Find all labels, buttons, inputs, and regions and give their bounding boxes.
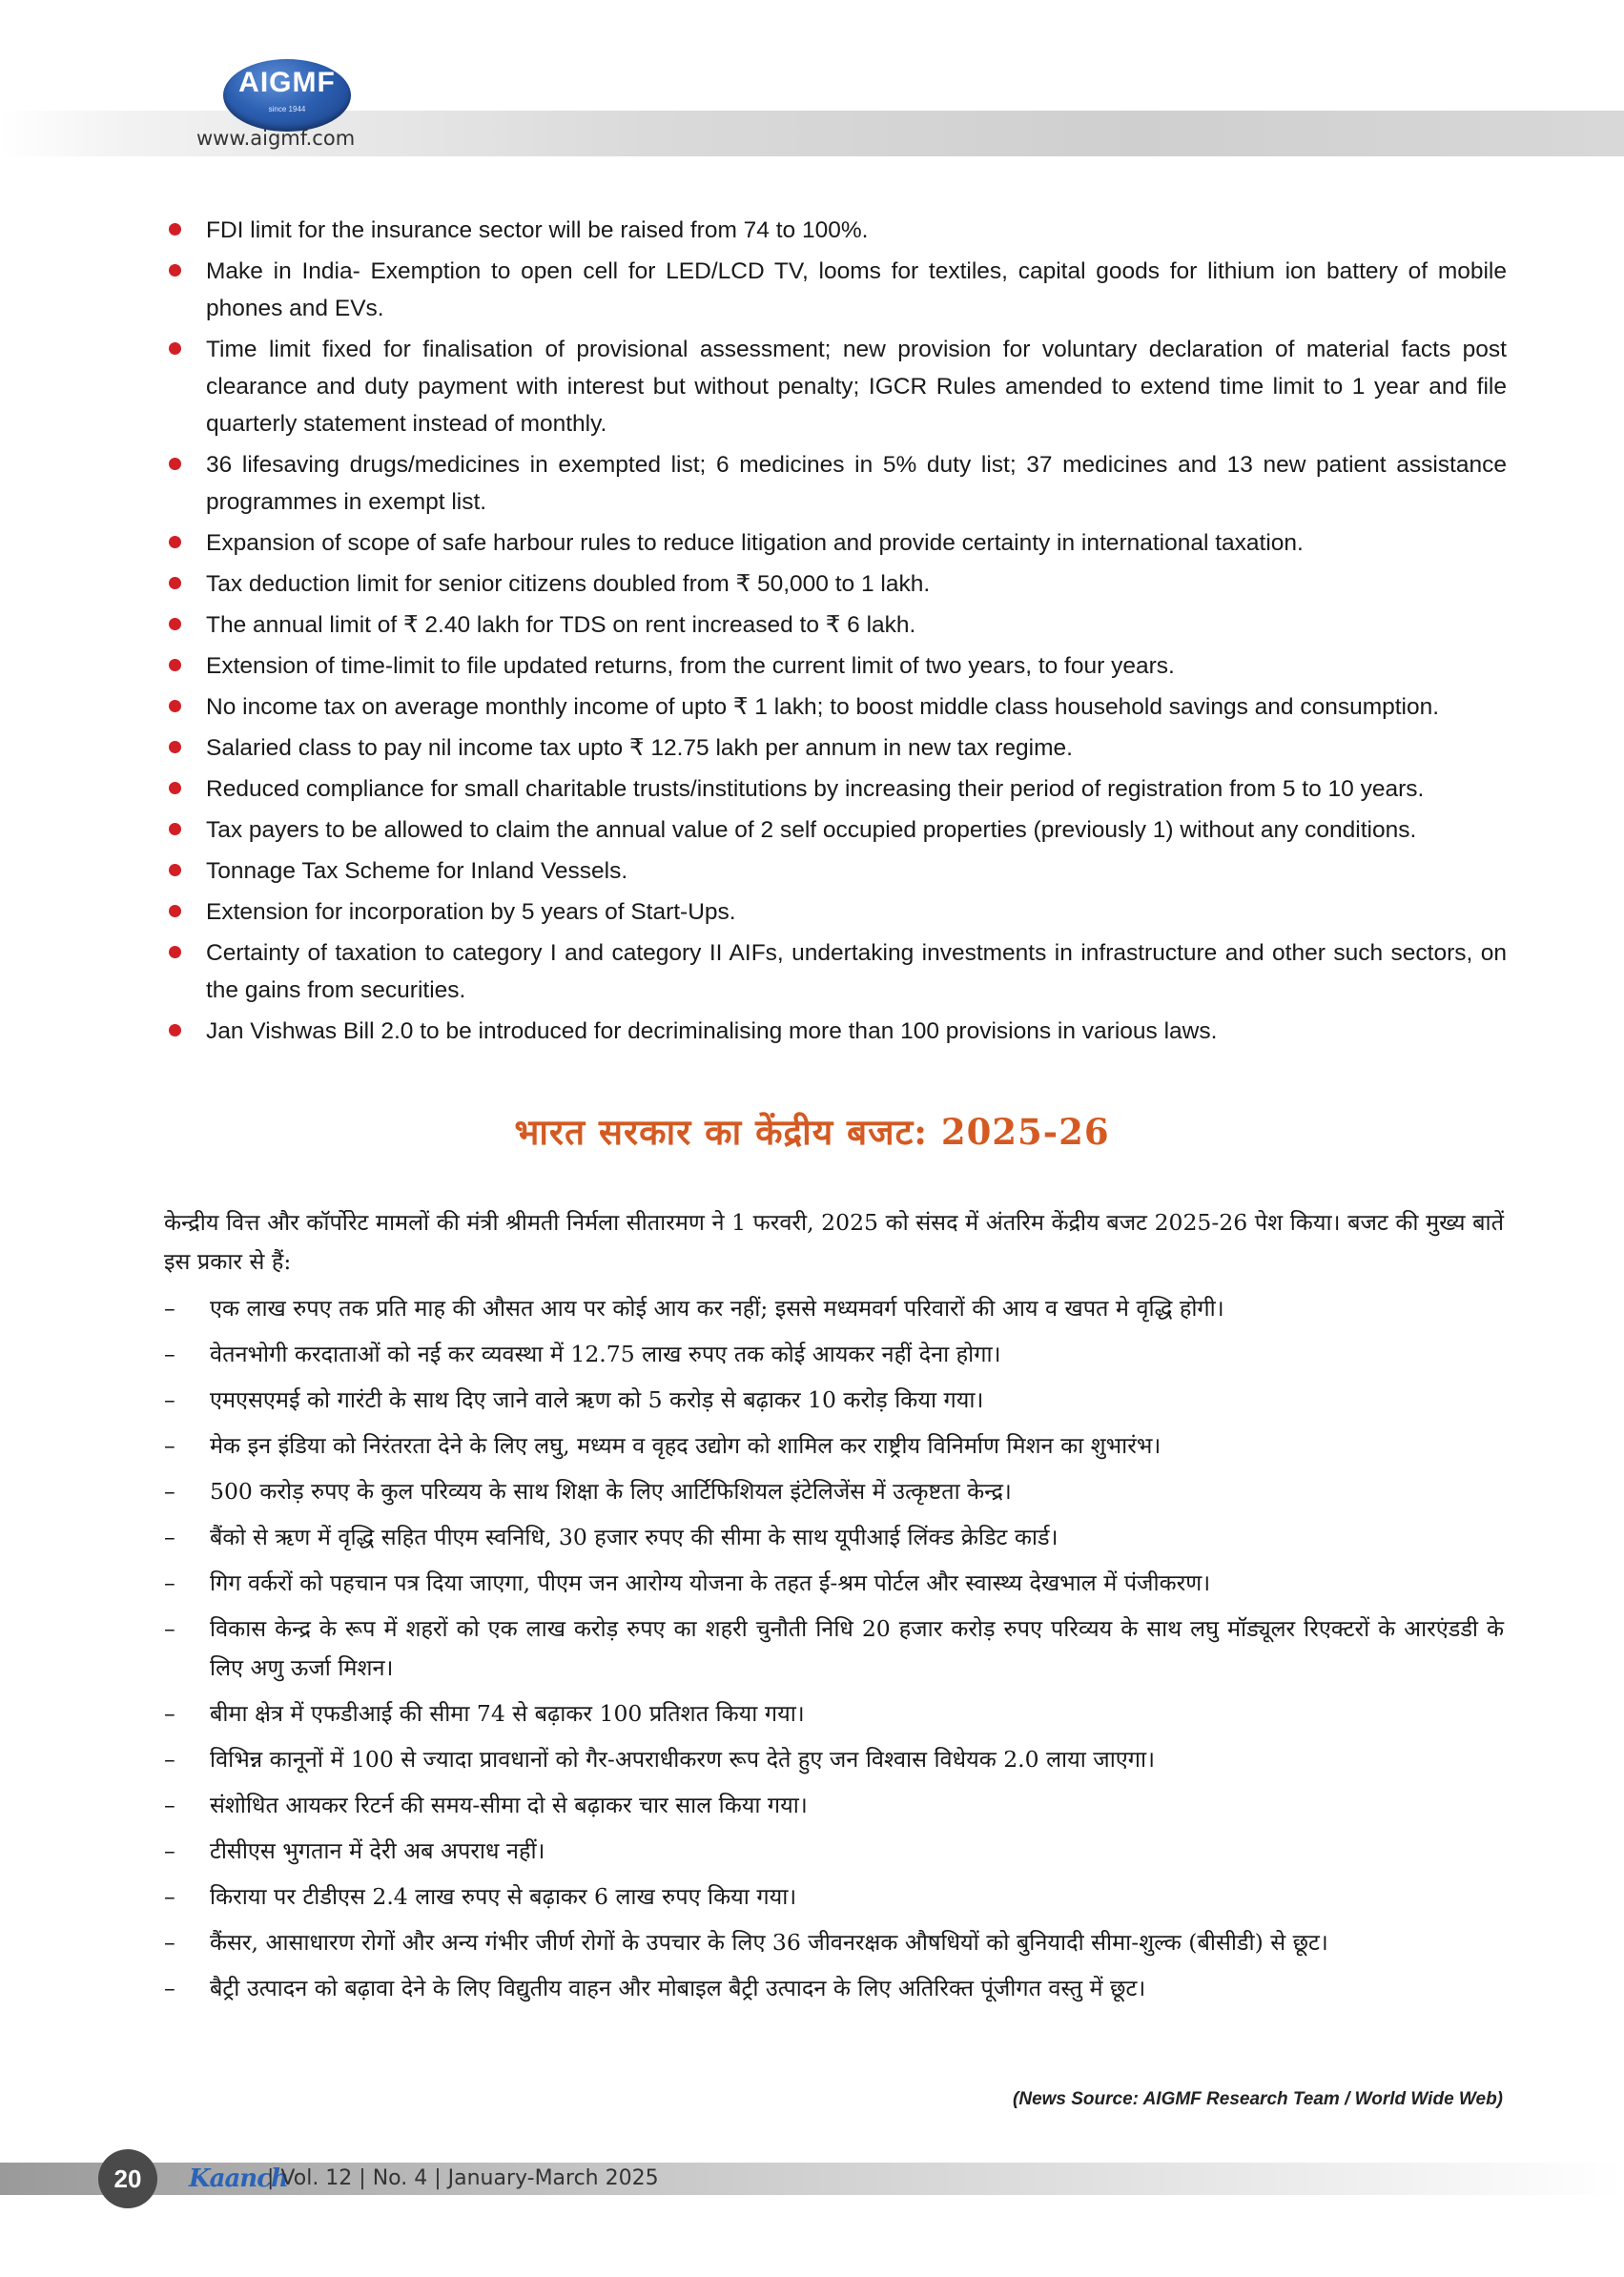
dash-marker: – xyxy=(164,1295,175,1322)
dash-marker: – xyxy=(164,1883,175,1910)
list-item xyxy=(164,1335,1504,1374)
dash-marker: – xyxy=(164,1524,175,1550)
list-item-text: बैट्री उत्पादन को बढ़ावा देने के लिए विद्युतीय वाहन और मोबाइल बैट्री उत्पादन के लिए अतिरिक्त पूंजीगत वस्तु में छूट। xyxy=(210,1975,1146,2001)
bullet-icon xyxy=(169,536,181,548)
list-item-text: Time limit fixed for finalisation of provisional assessment; new provision for voluntary declaration of material facts post clearance and duty payment with interest but without penalty; IGCR Rules amended to extend time limit to 1 year and file quarterly statement instead of monthly. xyxy=(206,337,1507,437)
dash-marker: – xyxy=(164,1746,175,1773)
list-item-text: बीमा क्षेत्र में एफडीआई की सीमा 74 से बढ़ाकर 100 प्रतिशत किया गया। xyxy=(210,1700,805,1727)
list-item-text: विकास केन्द्र के रूप में शहरों को एक लाख करोड़ रुपए का शहरी चुनौती निधि 20 हजार करोड़ रुपए परिव्यय के साथ लघु मॉड्यूलर रिएक्टरों के आरएंडडी के लिए अणु ऊर्जा मिशन। xyxy=(210,1615,1504,1681)
bullet-icon xyxy=(169,864,181,876)
list-item-text: The annual limit of ₹ 2.40 lakh for TDS on rent increased to ₹ 6 lakh. xyxy=(206,612,916,638)
list-item xyxy=(160,893,1507,931)
list-item xyxy=(160,811,1507,849)
list-item-text: Make in India- Exemption to open cell for LED/LCD TV, looms for textiles, capital goods for lithium ion battery of mobile phones and EVs. xyxy=(206,258,1507,321)
issue-info: | Vol. 12 | No. 4 | January-March 2025 xyxy=(267,2166,659,2190)
bullet-icon xyxy=(169,946,181,958)
hindi-highlights-list xyxy=(164,1289,1504,2015)
list-item xyxy=(164,1610,1504,1688)
bullet-icon xyxy=(169,223,181,236)
dash-marker: – xyxy=(164,1929,175,1956)
bullet-icon xyxy=(169,458,181,470)
list-item-text: Certainty of taxation to category I and category II AIFs, undertaking investments in infrastructure and other such sectors, on the gains from securities. xyxy=(206,940,1507,1003)
list-item xyxy=(160,934,1507,1009)
list-item xyxy=(160,688,1507,726)
list-item xyxy=(160,253,1507,327)
logo-since: since 1944 xyxy=(268,105,306,113)
list-item-text: 500 करोड़ रुपए के कुल परिव्यय के साथ शिक्षा के लिए आर्टिफिशियल इंटेलिजेंस में उत्कृष्टता केन्द्र। xyxy=(210,1478,1012,1505)
list-item xyxy=(160,524,1507,562)
list-item xyxy=(160,606,1507,644)
dash-marker: – xyxy=(164,1341,175,1367)
dash-marker: – xyxy=(164,1386,175,1413)
list-item-text: बैंको से ऋण में वृद्धि सहित पीएम स्वनिधि, 30 हजार रुपए की सीमा के साथ यूपीआई लिंक्ड क्रेडिट कार्ड। xyxy=(210,1524,1059,1550)
list-item-text: Reduced compliance for small charitable trusts/institutions by increasing their period of registration from 5 to 10 years. xyxy=(206,776,1425,802)
list-item-text: संशोधित आयकर रिटर्न की समय-सीमा दो से बढ़ाकर चार साल किया गया। xyxy=(210,1792,808,1818)
list-item xyxy=(160,212,1507,249)
list-item-text: वेतनभोगी करदाताओं को नई कर व्यवस्था में 12.75 लाख रुपए तक कोई आयकर नहीं देना होगा। xyxy=(210,1341,1001,1367)
page-number: 20 xyxy=(98,2149,157,2208)
magazine-logo: Kaanch xyxy=(189,2164,288,2193)
list-item-text: Salaried class to pay nil income tax upto ₹ 12.75 lakh per annum in new tax regime. xyxy=(206,735,1073,761)
dash-marker: – xyxy=(164,1975,175,2001)
list-item-text: टीसीएस भुगतान में देरी अब अपराध नहीं। xyxy=(210,1837,545,1864)
list-item xyxy=(160,729,1507,767)
aigmf-logo[interactable] xyxy=(223,59,351,132)
list-item-text: गिग वर्करों को पहचान पत्र दिया जाएगा, पीएम जन आरोग्य योजना के तहत ई-श्रम पोर्टल और स्वास्थ्य देखभाल में पंजीकरण। xyxy=(210,1569,1211,1596)
list-item-text: FDI limit for the insurance sector will be raised from 74 to 100%. xyxy=(206,217,869,243)
bullet-icon xyxy=(169,264,181,277)
list-item-text: एमएसएमई को गारंटी के साथ दिए जाने वाले ऋण को 5 करोड़ से बढ़ाकर 10 करोड़ किया गया। xyxy=(210,1386,984,1413)
bullet-icon xyxy=(169,1024,181,1036)
list-item xyxy=(164,1564,1504,1603)
list-item-text: Extension for incorporation by 5 years of Start-Ups. xyxy=(206,899,736,925)
dash-marker: – xyxy=(164,1432,175,1459)
dash-marker: – xyxy=(164,1569,175,1596)
list-item-text: Extension of time-limit to file updated returns, from the current limit of two years, to four years. xyxy=(206,653,1175,679)
list-item-text: मेक इन इंडिया को निरंतरता देने के लिए लघु, मध्यम व वृहद उद्योग को शामिल कर राष्ट्रीय विनिर्माण मिशन का शुभारंभ। xyxy=(210,1432,1161,1459)
list-item xyxy=(160,331,1507,442)
list-item-text: 36 lifesaving drugs/medicines in exempted list; 6 medicines in 5% duty list; 37 medicines and 13 new patient assistance programmes in exempt list. xyxy=(206,452,1507,515)
hindi-intro-paragraph: केन्द्रीय वित्त और कॉर्पोरेट मामलों की मंत्री श्रीमती निर्मला सीतारमण ने 1 फरवरी, 2025 को संसद में अंतरिम केंद्रीय बजट 2025-26 पेश किया। बजट की मुख्य बातें इस प्रकार से हैं: xyxy=(164,1209,1504,1275)
hindi-section-title: भारत सरकार का केंद्रीय बजट: 2025-26 xyxy=(514,1111,1110,1153)
dash-marker: – xyxy=(164,1837,175,1864)
list-item xyxy=(164,1426,1504,1466)
list-item-text: Expansion of scope of safe harbour rules to reduce litigation and provide certainty in international taxation. xyxy=(206,530,1304,556)
list-item xyxy=(164,1518,1504,1557)
list-item xyxy=(164,1694,1504,1733)
bullet-icon xyxy=(169,782,181,794)
dash-marker: – xyxy=(164,1478,175,1505)
bullet-icon xyxy=(169,342,181,355)
list-item-text: एक लाख रुपए तक प्रति माह की औसत आय पर कोई आय कर नहीं; इससे मध्यमवर्ग परिवारों की आय व खपत मे वृद्धि होगी। xyxy=(210,1295,1224,1322)
news-source-credit: (News Source: AIGMF Research Team / World Wide Web) xyxy=(1013,2089,1503,2109)
list-item-text: कैंसर, आसाधारण रोगों और अन्य गंभीर जीर्ण रोगों के उपचार के लिए 36 जीवनरक्षक औषधियों को बुनियादी सीमा-शुल्क (बीसीडी) से छूट। xyxy=(210,1929,1328,1956)
list-item xyxy=(164,1877,1504,1917)
bullet-icon xyxy=(169,905,181,917)
list-item xyxy=(160,647,1507,685)
list-item xyxy=(164,1289,1504,1328)
list-item xyxy=(164,1969,1504,2008)
list-item xyxy=(160,770,1507,808)
list-item-text: विभिन्न कानूनों में 100 से ज्यादा प्रावधानों को गैर-अपराधीकरण रूप देते हुए जन विश्वास विधेयक 2.0 लाया जाएगा। xyxy=(210,1746,1156,1773)
list-item xyxy=(164,1832,1504,1871)
bullet-icon xyxy=(169,741,181,753)
list-item xyxy=(164,1381,1504,1420)
bullet-icon xyxy=(169,700,181,712)
list-item xyxy=(160,1013,1507,1050)
dash-marker: – xyxy=(164,1615,175,1642)
bullet-icon xyxy=(169,659,181,671)
list-item-text: Tonnage Tax Scheme for Inland Vessels. xyxy=(206,858,628,884)
list-item-text: Tax deduction limit for senior citizens doubled from ₹ 50,000 to 1 lakh. xyxy=(206,571,931,597)
list-item-text: Tax payers to be allowed to claim the annual value of 2 self occupied properties (previously 1) without any conditions. xyxy=(206,817,1417,843)
logo-text: AIGMF xyxy=(238,67,336,98)
list-item-text: No income tax on average monthly income of upto ₹ 1 lakh; to boost middle class household savings and consumption. xyxy=(206,694,1440,720)
list-item xyxy=(164,1472,1504,1511)
bullet-icon xyxy=(169,823,181,835)
dash-marker: – xyxy=(164,1792,175,1818)
bullet-icon xyxy=(169,618,181,630)
bullet-icon xyxy=(169,577,181,589)
list-item-text: किराया पर टीडीएस 2.4 लाख रुपए से बढ़ाकर 6 लाख रुपए किया गया। xyxy=(210,1883,797,1910)
budget-highlights-list xyxy=(160,212,1507,1054)
list-item xyxy=(160,565,1507,603)
list-item xyxy=(164,1740,1504,1779)
list-item-text: Jan Vishwas Bill 2.0 to be introduced for decriminalising more than 100 provisions in various laws. xyxy=(206,1018,1218,1044)
list-item xyxy=(160,446,1507,521)
list-item xyxy=(164,1786,1504,1825)
list-item xyxy=(164,1923,1504,1962)
list-item xyxy=(160,852,1507,890)
site-url[interactable]: www.aigmf.com xyxy=(196,127,356,150)
dash-marker: – xyxy=(164,1700,175,1727)
